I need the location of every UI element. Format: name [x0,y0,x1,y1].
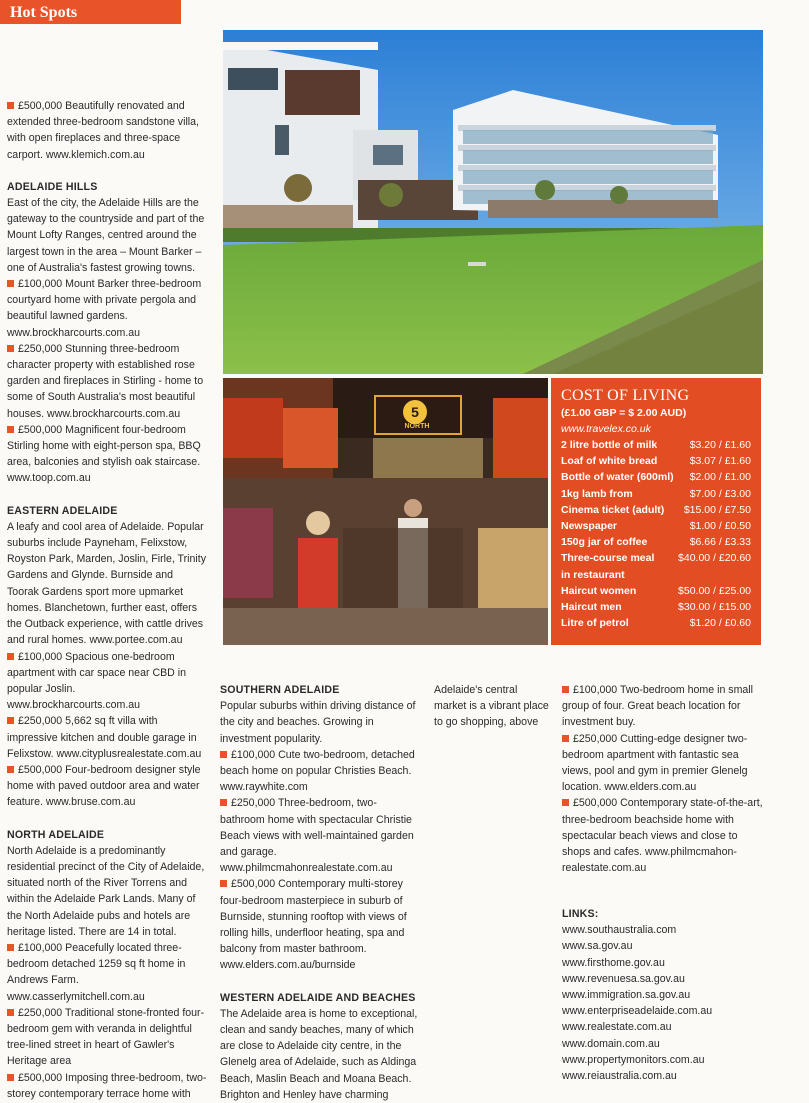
cost-row: Three-course meal $40.00 / £20.60 [561,552,751,565]
bullet-square-icon [7,653,14,660]
column-2 [220,682,420,1103]
travelex-link[interactable]: www.travelex.co.uk [561,423,651,435]
cost-row: Cinema ticket (adult) $15.00 / £7.50 [561,503,751,516]
list-item: £100,000 Spacious one-bedroom apartment with car space near CBD in popular Joslin. www.brockharcourts.com.au [7,650,186,712]
southern-description: Popular suburbs within driving distance of the city and beaches. Growing in investment popularity. [220,700,416,745]
link-item[interactable]: www.southaustralia.com [562,924,677,937]
photo-caption: Adelaide's central market is a vibrant place to go shopping, above [434,684,549,729]
list-item: £500,000 Imposing three-bedroom, two-storey contemporary terrace home with [7,1071,207,1100]
link-item[interactable]: www.realestate.com.au [562,1021,672,1034]
link-item[interactable]: www.propertymonitors.com.au [562,1053,705,1066]
bullet-square-icon [7,345,14,352]
cost-row: Loaf of white bread $3.07 / £1.60 [561,455,751,468]
market-sign-number: 5 [403,400,427,424]
bullet-square-icon [7,1009,14,1016]
cost-row: 1kg lamb from $7.00 / £3.00 [561,487,751,500]
bullet-square-icon [220,799,227,806]
cost-row: Newspaper $1.00 / £0.50 [561,520,751,533]
cost-of-living-box [551,378,761,645]
western-description: The Adelaide area is home to exceptional, clean and sandy beaches, many of which are close to Adelaide city centre, in the Glenelg area of Adelaide, such as Aldinga Beach, Maslin Beach and Moana Beach. Brighton and Henley have charming [220,1007,418,1101]
hills-description: East of the city, the Adelaide Hills are the gateway to the countryside and part of the Mount Lofty Ranges, centred around the largest town in the area – Mount Barker – one of Australia's fastest growing towns. [7,197,205,274]
list-item: £500,000 Magnificent four-bedroom Stirling home with eight-person spa, BBQ area, balconies and stylish oak staircase. www.toop.com.au [7,423,201,485]
apartments-photo [223,30,763,374]
heading-western-adelaide: WESTERN ADELAIDE AND BEACHES [220,991,416,1004]
cost-row: Litre of petrol $1.20 / £0.60 [561,617,751,630]
heading-north-adelaide: NORTH ADELAIDE [7,828,105,841]
heading-adelaide-hills: ADELAIDE HILLS [7,180,98,193]
list-item: £100,000 Two-bedroom home in small group of four. Great beach location for investment buy. [562,684,754,729]
column-4 [562,682,766,876]
list-item: £100,000 Cute two-bedroom, detached beach home on popular Christies Beach. www.raywhite.com [220,748,415,794]
heading-eastern-adelaide: EASTERN ADELAIDE [7,504,118,517]
bullet-square-icon [7,766,14,773]
list-item: £250,000 5,662 sq ft villa with impressive kitchen and double garage in Felixstow. www.cityplusrealestate.com.au [7,715,202,760]
bullet-square-icon [220,751,227,758]
bullet-square-icon [7,717,14,724]
link-item[interactable]: www.immigration.sa.gov.au [562,989,691,1002]
market-sign-word: NORTH [404,423,430,430]
cost-of-living-title: COST OF LIVING [561,387,690,404]
apartments-photo-graphic [223,30,763,374]
list-item: £500,000 Four-bedroom designer style home with paved outdoor area and water feature. www.bruse.com.au [7,763,201,809]
list-item: £100,000 Mount Barker three-bedroom courtyard home with private pergola and beautiful lawned gardens. www.brockharcourts.com.au [7,278,202,339]
links-heading: LINKS: [562,908,599,920]
bullet-square-icon [220,880,227,887]
bullet-square-icon [562,735,569,742]
bullet-square-icon [562,686,569,693]
market-photo-graphic [223,378,548,645]
list-item: £100,000 Peacefully located three-bedroom detached 1259 sq ft home in Andrews Farm. www.casserlymitchell.com.au [7,941,186,1003]
list-item: £250,000 Traditional stone-fronted four-bedroom gem with veranda in delightful tree-lined street in heart of Gawler's Heritage area [7,1006,205,1068]
cost-row: 150g jar of coffee $6.66 / £3.33 [561,536,751,549]
links-section [562,906,766,1084]
cost-row: 2 litre bottle of milk $3.20 / £1.60 [561,439,751,451]
link-item[interactable]: www.firsthome.gov.au [562,956,665,969]
exchange-rate: (£1.00 GBP = $ 2.00 AUD) [561,407,687,419]
bullet-square-icon [562,799,569,806]
cost-row: Haircut men $30.00 / £15.00 [561,601,751,614]
cost-row: in restaurant [561,568,625,581]
link-item[interactable]: www.enterpriseadelaide.com.au [562,1005,713,1018]
list-item: £500,000 Contemporary state-of-the-art, three-bedroom beachside home with spectacular beach views and close to shops and cafes. www.philmcmahon-realestate.com.au [562,797,763,875]
bullet-square-icon [7,102,14,109]
market-photo [223,378,548,645]
section-tab: Hot Spots [0,0,181,24]
list-item: £500,000 Contemporary multi-storey four-bedroom masterpiece in suburb of Burnside, stunning rooftop with views of rolling hills, underfloor heating, spa and balcony from master bathroom. www.elders.com.au/burnside [220,878,407,972]
heading-southern-adelaide: SOUTHERN ADELAIDE [220,684,340,696]
cost-row: Haircut women $50.00 / £25.00 [561,584,751,597]
link-item[interactable]: www.sa.gov.au [562,940,633,953]
column-1 [7,98,207,1102]
cost-row: Bottle of water (600ml) $2.00 / £1.00 [561,471,751,484]
link-item[interactable]: www.revenuesa.sa.gov.au [562,972,685,985]
bullet-square-icon [7,944,14,951]
bullet-square-icon [7,426,14,433]
list-item: £250,000 Cutting-edge designer two-bedroom apartment with fantastic sea views, pool and gym in premier Glenelg location. www.elders.com.au [562,732,748,794]
intro-listing: £500,000 Beautifully renovated and extended three-bedroom sandstone villa, with open fireplaces and three-space carport. www.klemich.com.au [7,100,199,161]
bullet-square-icon [7,280,14,287]
eastern-description: A leafy and cool area of Adelaide. Popular suburbs include Payneham, Felixstow, Royston Park, Marden, Joslin, Firle, Trinity Gardens and Glynde. Burnside and Toorak Gardens sport more upmarket homes. Blanchetown, further east, offers the Outback experience, with cattle drives and rural homes. www.portee.com.au [7,520,206,647]
link-item[interactable]: www.reiaustralia.com.au [562,1070,677,1083]
list-item: £250,000 Stunning three-bedroom character property with established rose garden and fireplaces in Stirling - home to some of South Australia's most beautiful houses. www.brockharcourts.com.au [7,342,204,420]
list-item: £250,000 Three-bedroom, two-bathroom home with spectacular Christie Beach views with well-maintained garden and garage. www.philmcmahonrealestate.com.au [220,797,414,875]
link-item[interactable]: www.domain.com.au [562,1037,660,1050]
north-description: North Adelaide is a predominantly residential precinct of the City of Adelaide, situated north of the River Torrens and within the Adelaide Park Lands. Many of the North Adelaide pubs and hotels are heritage listed. There are 14 in total. [7,844,205,938]
